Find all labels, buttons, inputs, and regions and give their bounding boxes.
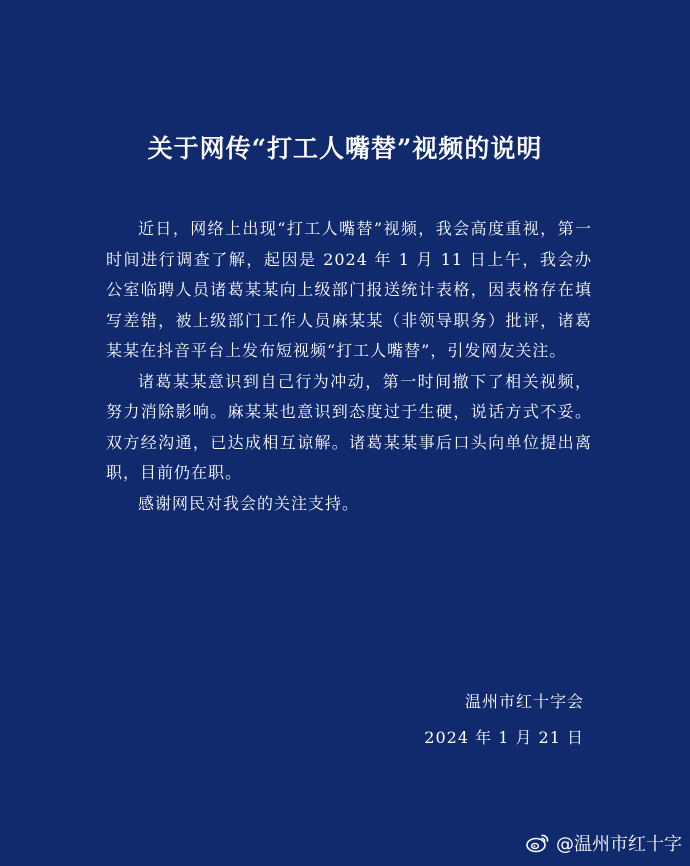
- paragraph-1: 近日，网络上出现“打工人嘴替”视频，我会高度重视，第一时间进行调查了解，起因是 2024 年 1 月 11 日上午，我会办公室临聘人员诸葛某某向上级部门报送统计表格，因表格存在填写差错，被上级部门工作人员麻某某（非领导职务）批评，诸葛某某在抖音平台上发布短视频“打工人嘴替”，引发网友关注。: [106, 219, 592, 360]
- signature-date: 2024 年 1 月 21 日: [424, 728, 584, 747]
- weibo-icon: [526, 833, 550, 853]
- weibo-watermark: [526, 830, 682, 856]
- watermark-text: @温州市红十字: [556, 834, 682, 855]
- paragraph-3: 感谢网民对我会的关注支持。: [138, 493, 360, 513]
- body-text: [106, 214, 592, 519]
- paragraph-2: 诸葛某某意识到自己行为冲动，第一时间撤下了相关视频，努力消除影响。麻某某也意识到态度过于生硬，说话方式不妥。双方经沟通，已达成相互谅解。诸葛某某事后口头向单位提出离职，目前仍在职。: [106, 371, 592, 482]
- page-title: 关于网传“打工人嘴替”视频的说明: [147, 134, 543, 163]
- signature-org: 温州市红十字会: [464, 692, 584, 711]
- signature-block: [424, 684, 584, 756]
